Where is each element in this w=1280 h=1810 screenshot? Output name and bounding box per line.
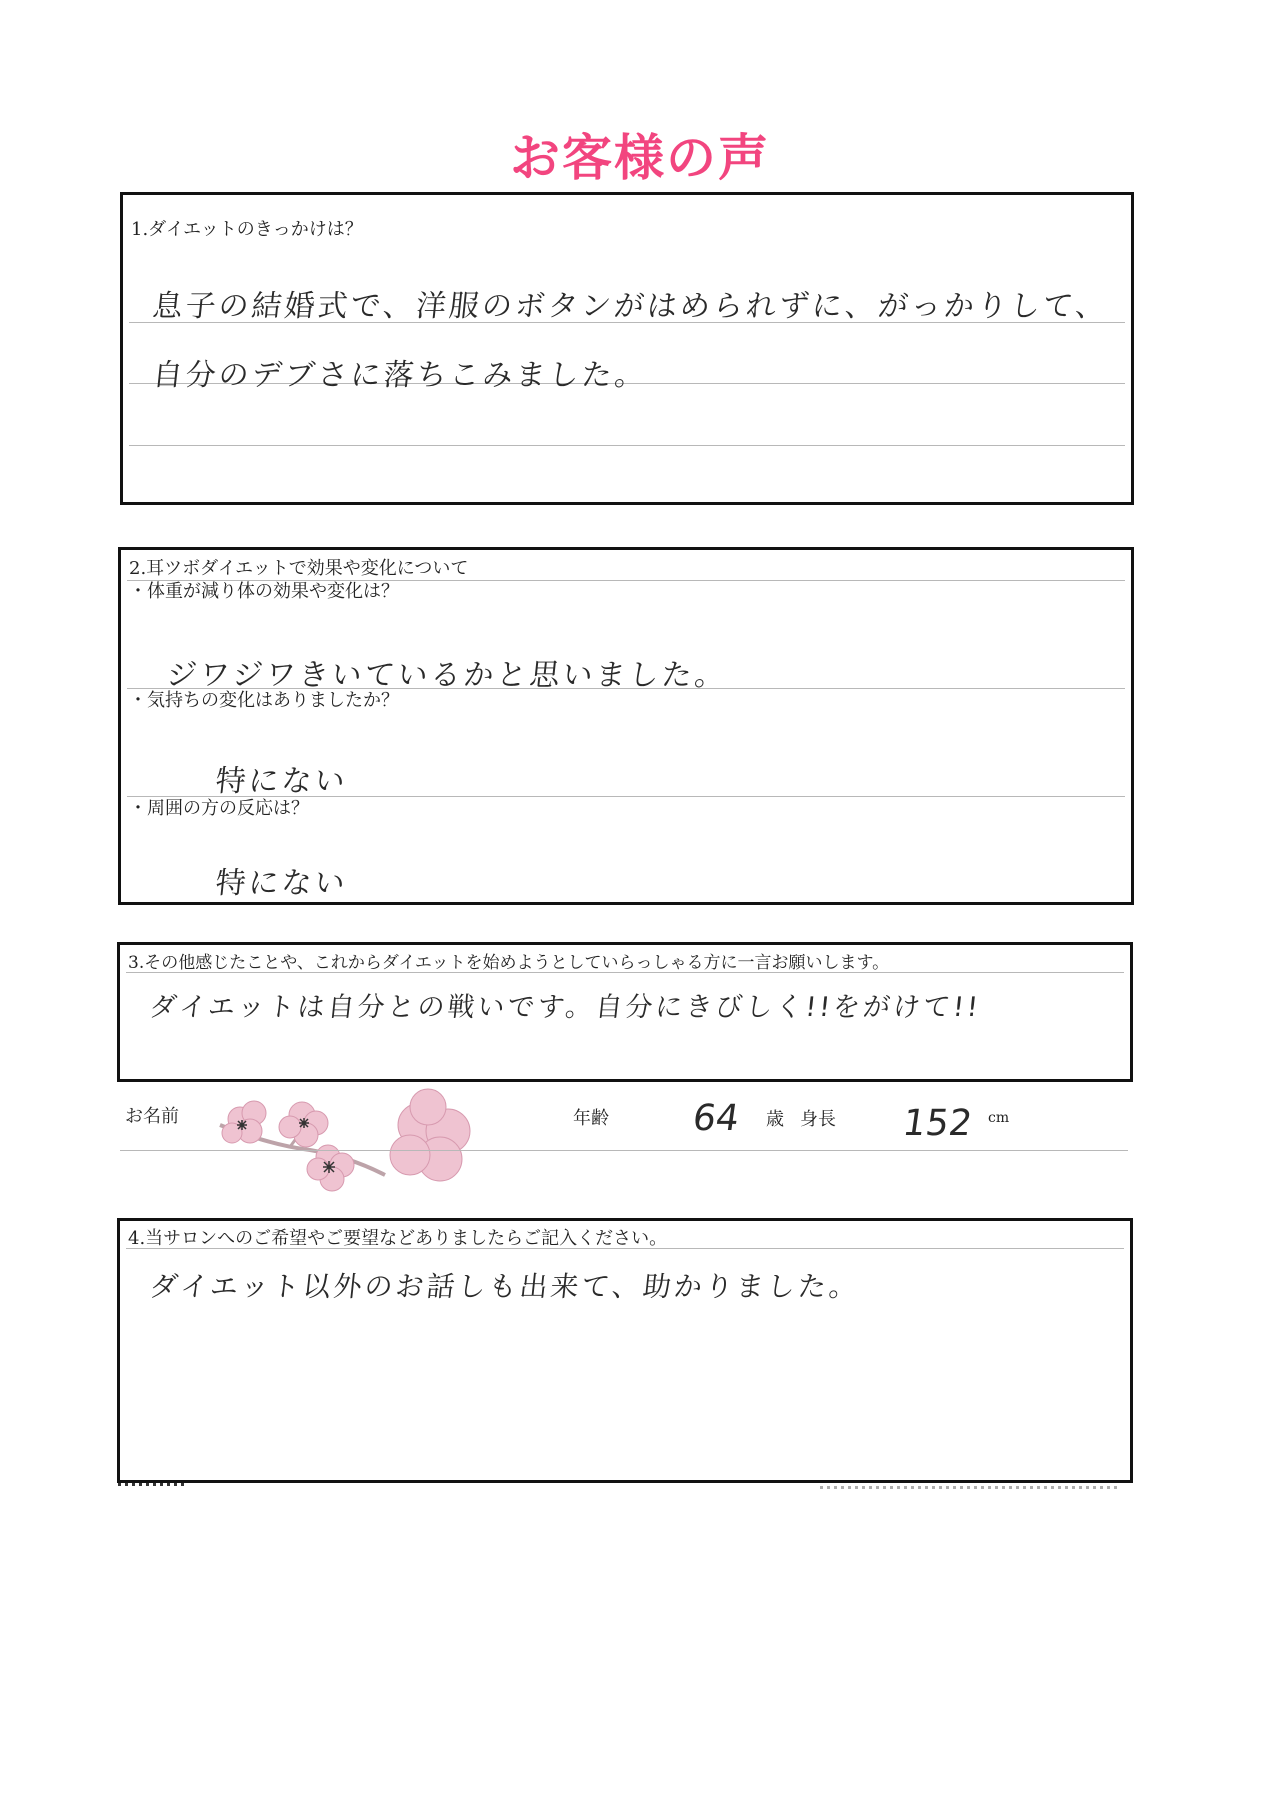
section-3-answer: ダイエットは自分との戦いです。自分にきびしく!!をがけて!! [148, 992, 983, 1023]
page-title: お客様の声 [510, 129, 770, 187]
profile-underline [120, 1150, 1128, 1151]
section-2-subquestion-2: ・気持ちの変化はありましたか？ [129, 690, 399, 711]
name-label: お名前 [125, 1106, 179, 1127]
section-1-answer-line-1: 息子の結婚式で、洋服のボタンがはめられずに、がっかりして、 [150, 289, 1111, 324]
scan-artifact [820, 1486, 1120, 1489]
age-unit: 歳 [766, 1109, 784, 1130]
section-3-box [117, 942, 1133, 1082]
section-2-subquestion-3: ・周囲の方の反応は？ [129, 798, 309, 819]
height-value: 152 [900, 1103, 975, 1144]
section-1-question: 1.ダイエットのきっかけは？ [131, 219, 363, 240]
height-unit: cm [988, 1110, 1010, 1126]
age-label: 年齢 [573, 1108, 609, 1129]
section-2-answer-1: ジワジワきいているかと思いました。 [164, 658, 730, 693]
age-value: 64 [690, 1098, 742, 1139]
section-4-question: 4.当サロンへのご希望やご要望などありましたらご記入ください。 [128, 1228, 668, 1249]
section-2-answer-3: 特にない [213, 866, 350, 901]
section-4-answer: ダイエット以外のお話しも出来て、助かりました。 [148, 1270, 862, 1303]
section-4-box [117, 1218, 1133, 1483]
section-3-question: 3.その他感じたことや、これからダイエットを始めようとしていらっしゃる方に一言お願いします。 [128, 953, 890, 973]
scan-artifact [118, 1483, 188, 1486]
section-2-subquestion-1: ・体重が減り体の効果や変化は？ [129, 581, 399, 602]
section-2-box [118, 547, 1134, 905]
section-2-answer-2: 特にない [213, 764, 350, 799]
section-1-answer-line-2: 自分のデブさに落ちこみました。 [150, 358, 650, 393]
section-1-box [120, 192, 1134, 505]
section-2-question: 2.耳ツボダイエットで効果や変化について [129, 558, 469, 579]
cherry-blossom-sticker [210, 1085, 480, 1195]
height-label: 身長 [800, 1109, 836, 1130]
